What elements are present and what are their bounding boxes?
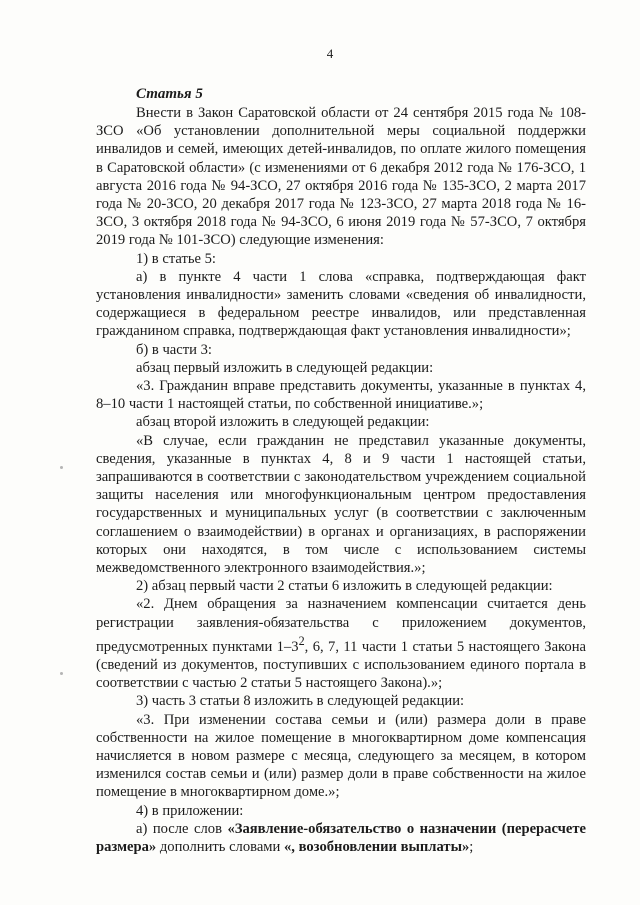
paragraph-item-4: 4) в приложении: (136, 802, 244, 819)
paragraph-item-1: 1) в статье 5: (136, 250, 216, 267)
document-body (96, 104, 586, 856)
binding-mark (60, 672, 63, 675)
paragraph-quote-2: «2. Днем обращения за назначением компенсации считается день регистрации заявления-обязательства с приложением документов, предусмотренных пунктами $1-3^2$, 6, 7, 11 части 1 статьи 5 настоящего Закона (сведений из документов, поступивших с использованием единого портала в соответствии с частью 2 статьи 5 настоящего Закона).»; (96, 596, 586, 692)
paragraph-quote-3: «3. Гражданин вправе представить документы, указанные в пунктах 4, 8–10 части 1 настоящей статьи, по собственной инициативе.»; (96, 378, 586, 413)
binding-mark (60, 466, 63, 469)
paragraph-item-4a: а) после слов «Заявление-обязательство о назначении (перерасчете размера» дополнить словами «, возобновлении выплаты»; (96, 820, 586, 855)
paragraph-item-1a: а) в пункте 4 части 1 слова «справка, подтверждающая факт установления инвалидности» заменить словами «сведения об инвалидности, содержащиеся в федеральном реестре инвалидов, или представленная гражданином справка, подтверждающая факт установления инвалидности»; (96, 268, 586, 340)
paragraph-quote-case: «В случае, если гражданин не представил указанные документы, сведения, указанные в пунктах 4, 8 и 9 части 1 настоящей статьи, запрашиваются в соответствии с законодательством учреждением социальной защиты населения или многофункциональным центром предоставления государственных и муниципальных услуг (в соответствии с заключенным соглашением о взаимодействии) в органах и организациях, в распоряжении которых они находятся, в том числе с использованием системы межведомственного электронного взаимодействия.»; (96, 432, 586, 577)
paragraph-item-2: 2) абзац первый части 2 статьи 6 изложить в следующей редакции: (136, 578, 553, 595)
page-number: 4 (326, 46, 334, 61)
paragraph-first-indent: абзац первый изложить в следующей редакции: (136, 359, 434, 376)
paragraph-item-3: 3) часть 3 статьи 8 изложить в следующей редакции: (136, 693, 465, 710)
paragraph-item-1b: б) в части 3: (136, 341, 212, 358)
paragraph-second-indent: абзац второй изложить в следующей редакции: (136, 414, 430, 431)
paragraph-intro: Внести в Закон Саратовской области от 24 сентября 2015 года № 108-ЗСО «Об установлении дополнительной меры социальной поддержки инвалидов и семей, имеющих детей-инвалидов, по оплате жилого помещения в Саратовской области» (с изменениями от 6 декабря 2012 года № 176-ЗСО, 1 августа 2016 года № 94-ЗСО, 27 октября 2016 года № 135-ЗСО, 2 марта 2017 года № 20-ЗСО, 20 декабря 2017 года № 123-ЗСО, 27 марта 2018 года № 16-ЗСО, 3 октября 2018 года № 94-ЗСО, 6 июня 2019 года № 57-ЗСО, 7 октября 2019 года № 101-ЗСО) следующие изменения: (96, 105, 586, 249)
article-title: Статья 5 (136, 86, 203, 102)
paragraph-quote-family: «3. При изменении состава семьи и (или) размера доли в праве собственности на жилое помещение в многоквартирном доме компенсация начисляется в новом размере с месяца, следующего за месяцем, в котором изменился состав семьи и (или) размер доли в праве собственности на жилое помещение в многоквартирном доме.»; (96, 711, 586, 801)
